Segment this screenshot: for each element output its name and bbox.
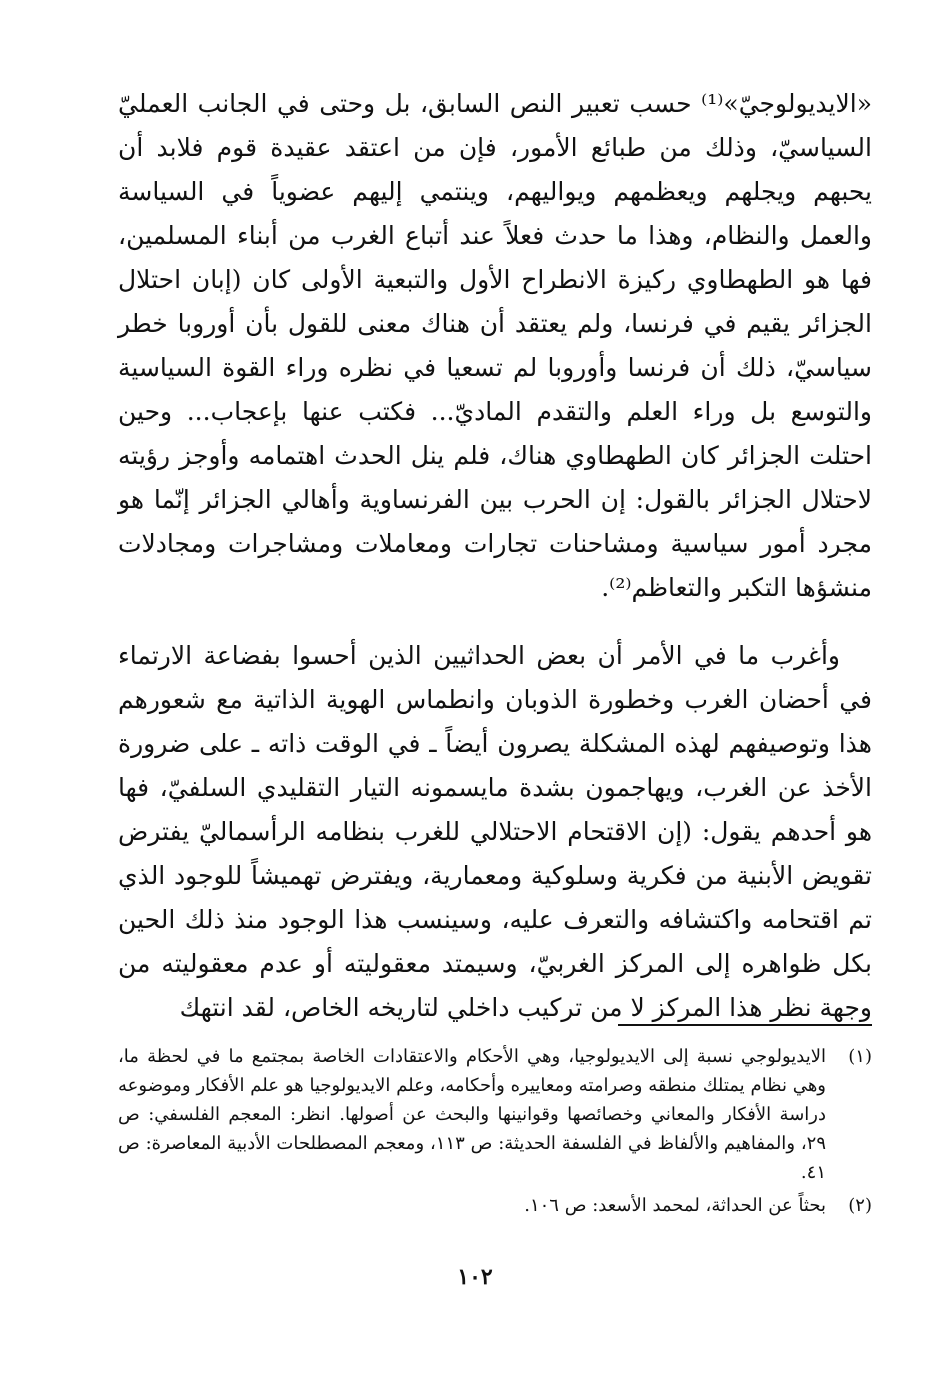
footnotes (118, 1042, 872, 1224)
footnote-1 (118, 1042, 872, 1187)
main-text (118, 82, 872, 1030)
footnote-divider (618, 1024, 872, 1026)
footnote-2-marker: (٢) (848, 1195, 872, 1216)
footnote-1-text: الايديولوجي نسبة إلى الايديولوجيا، وهي الأحكام والاعتقادات الخاصة بمجتمع ما في لحظة ما، وهي نظام يمتلك منطقه وصرامته ومعاييره وأحكامه، وعلم الايديولوجيا هو علم الأفكار وموضوعه دراسة الأفكار والمعاني وخصائصها وقوانينها والبحث عن أصولها. انظر: المعجم الفلسفي: ص ٢٩، والمفاهيم والألفاظ في الفلسفة الحديثة: ص ١١٣، ومعجم المصطلحات الأدبية المعاصرة: ص ٤١. (118, 1046, 826, 1183)
footnote-2 (118, 1191, 872, 1220)
paragraph-2: وأغرب ما في الأمر أن بعض الحداثيين الذين أحسوا بفضاعة الارتماء في أحضان الغرب وخطورة الذوبان وانطماس الهوية الذاتية مع شعورهم هذا وتوصيفهم لهذه المشكلة يصرون أيضاً ـ في الوقت ذاته ـ على ضرورة الأخذ عن الغرب، ويهاجمون بشدة مايسمونه التيار التقليدي السلفيّ، فها هو أحدهم يقول: (إن الاقتحام الاحتلالي للغرب بنظامه الرأسماليّ يفترض تقويض الأبنية من فكرية وسلوكية ومعمارية، ويفترض تهميشاً للوجود الذي تم اقتحامه واكتشافه والتعرف عليه، وسينسب هذا الوجود منذ ذلك الحين بكل ظواهره إلى المركز الغربيّ، وسيمتد معقوليته أو عدم معقوليته من وجهة نظر هذا المركز لا من تركيب داخلي لتاريخه الخاص، لقد انتهك (118, 641, 872, 1022)
page-number: ١٠٢ (457, 1264, 493, 1290)
paragraph-1: «الايديولوجيّ»⁽¹⁾ حسب تعبير النص السابق، بل وحتى في الجانب العمليّ السياسيّ، وذلك من طبائع الأمور، فإن من اعتقد عقيدة قوم فلابد أن يحبهم ويجلهم ويعظمهم ويواليهم، وينتمي إليهم عضوياً في السياسة والعمل والنظام، وهذا ما حدث فعلاً عند أتباع الغرب من أبناء المسلمين، فها هو الطهطاوي ركيزة الانطراح الأول والتبعية الأولى كان (إبان احتلال الجزائر يقيم في فرنسا، ولم يعتقد أن هناك معنى للقول بأن أوروبا خطر سياسيّ، ذلك أن فرنسا وأوروبا لم تسعيا في نظره وراء القوة السياسية والتوسع بل وراء العلم والتقدم الماديّ... فكتب عنها بإعجاب... وحين احتلت الجزائر كان الطهطاوي هناك، فلم ينل الحدث اهتمامه وأوجز رؤيته لاحتلال الجزائر بالقول: إن الحرب بين الفرنساوية وأهالي الجزائر إنّما هو مجرد أمور سياسية ومشاحنات تجارات ومعاملات ومشاجرات ومجادلات منشؤها التكبر والتعاظم⁽²⁾. (118, 89, 872, 602)
footnote-2-text: بحثاً عن الحداثة، لمحمد الأسعد: ص ١٠٦. (524, 1195, 826, 1216)
footnote-1-marker: (١) (848, 1046, 872, 1067)
